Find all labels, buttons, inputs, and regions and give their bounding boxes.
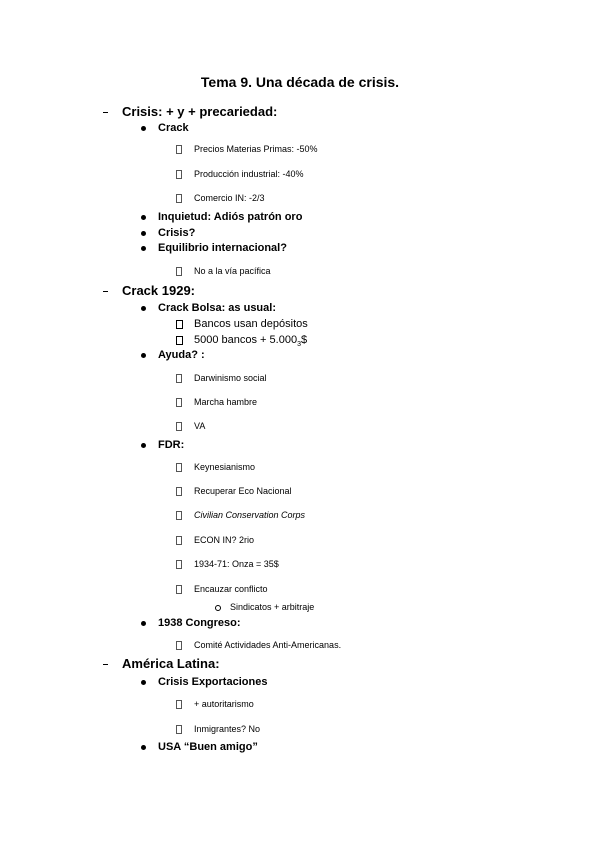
list-item-label: Crisis Exportaciones xyxy=(158,676,268,688)
document-title: Tema 9. Una década de crisis. xyxy=(200,74,400,90)
square-bullet-icon xyxy=(176,700,182,709)
disc-bullet-icon xyxy=(141,680,146,685)
square-bullet-icon xyxy=(176,374,182,383)
sub-item-label: Bancos usan depósitos xyxy=(194,318,308,330)
list-item-label: Crack Bolsa: as usual: xyxy=(158,302,276,314)
square-bullet-icon xyxy=(176,487,182,496)
square-bullet-icon xyxy=(176,145,182,154)
square-bullet-icon xyxy=(176,267,182,276)
square-bullet-icon xyxy=(176,398,182,407)
sub-item-label: Marcha hambre xyxy=(194,397,258,407)
square-bullet-icon xyxy=(176,585,182,594)
square-bullet-icon xyxy=(176,511,182,520)
dash-bullet-icon xyxy=(103,291,108,292)
list-item-label: FDR: xyxy=(158,439,185,451)
square-bullet-icon xyxy=(176,641,182,650)
list-item-label: Crack xyxy=(158,122,189,134)
square-bullet-icon xyxy=(176,536,182,545)
list-item-label: Inquietud: Adiós patrón oro xyxy=(158,211,303,223)
disc-bullet-icon xyxy=(141,353,146,358)
section-heading: Crisis: + y + precariedad: xyxy=(122,104,278,119)
dash-bullet-icon xyxy=(103,112,108,113)
sub-item-label: Comercio IN: -2/3 xyxy=(194,193,265,203)
sub-item-label: 1934-71: Onza = 35$ xyxy=(194,559,279,569)
sub-item-label: VA xyxy=(194,421,206,431)
square-bullet-icon xyxy=(176,560,182,569)
sub-item-label: Encauzar conflicto xyxy=(194,584,268,594)
sub-sub-item-label: Sindicatos + arbitraje xyxy=(230,602,315,612)
sub-item-label xyxy=(194,333,307,352)
disc-bullet-icon xyxy=(141,246,146,251)
list-item-label: USA “Buen amigo” xyxy=(158,741,258,753)
sub-item-text: $ xyxy=(300,334,308,346)
section-heading: América Latina: xyxy=(122,656,220,671)
list-item-label: Equilibrio internacional? xyxy=(158,242,287,254)
circle-bullet-icon xyxy=(215,605,221,611)
disc-bullet-icon xyxy=(141,231,146,236)
square-bullet-icon xyxy=(176,170,182,179)
disc-bullet-icon xyxy=(141,443,146,448)
square-bullet-icon xyxy=(176,336,183,345)
sub-item-label: Keynesianismo xyxy=(194,462,256,472)
sub-item-label: No a la vía pacífica xyxy=(194,266,271,276)
list-item-label: Ayuda? : xyxy=(158,349,205,361)
square-bullet-icon xyxy=(176,194,182,203)
sub-item-label: Inmigrantes? No xyxy=(194,724,261,734)
disc-bullet-icon xyxy=(141,215,146,220)
sub-item-text: 5000 bancos + 5.000 xyxy=(194,334,298,346)
sub-item-label: ECON IN? 2rio xyxy=(194,535,255,545)
list-item-label: 1938 Congreso: xyxy=(158,617,241,629)
disc-bullet-icon xyxy=(141,306,146,311)
subscript: 3 xyxy=(297,341,301,349)
sub-item-label: Precios Materias Primas: -50% xyxy=(194,144,318,154)
disc-bullet-icon xyxy=(141,745,146,750)
list-item-label: Crisis? xyxy=(158,227,196,239)
square-bullet-icon xyxy=(176,463,182,472)
sub-item-label: + autoritarismo xyxy=(194,699,254,709)
section-heading: Crack 1929: xyxy=(122,283,195,298)
disc-bullet-icon xyxy=(141,126,146,131)
dash-bullet-icon xyxy=(103,664,108,665)
square-bullet-icon xyxy=(176,320,183,329)
sub-item-label: Civilian Conservation Corps xyxy=(194,510,306,520)
sub-item-label: Darwinismo social xyxy=(194,373,267,383)
disc-bullet-icon xyxy=(141,621,146,626)
square-bullet-icon xyxy=(176,422,182,431)
sub-item-label: Comité Actividades Anti-Americanas. xyxy=(194,640,342,650)
sub-item-label: Producción industrial: -40% xyxy=(194,169,304,179)
sub-item-label: Recuperar Eco Nacional xyxy=(194,486,292,496)
square-bullet-icon xyxy=(176,725,182,734)
